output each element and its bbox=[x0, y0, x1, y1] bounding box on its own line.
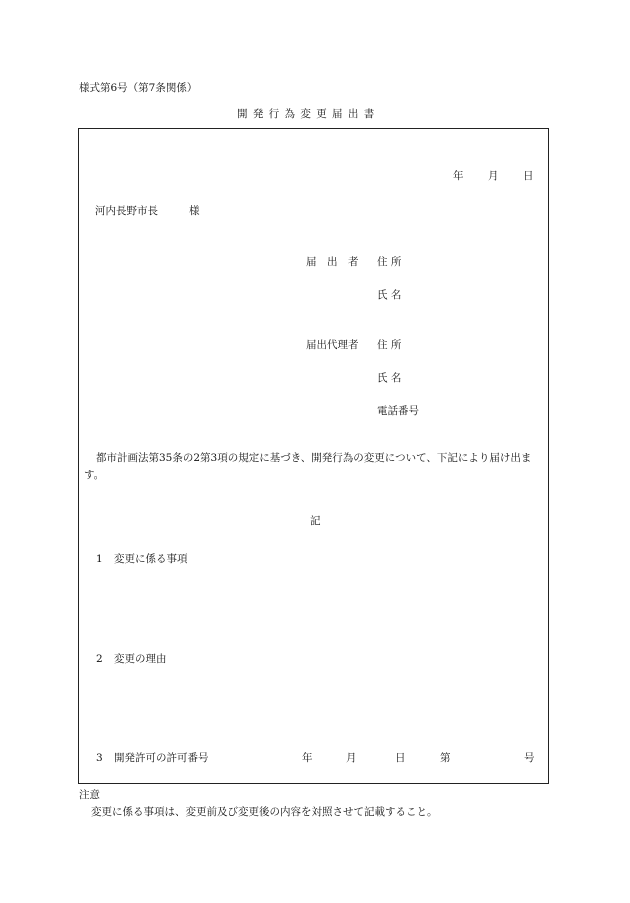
notes-heading: 注意 bbox=[79, 789, 100, 801]
permit-month-label: 月 bbox=[346, 752, 357, 764]
addressee-name: 河内長野市長 bbox=[95, 205, 158, 217]
item-1-label: 変更に係る事項 bbox=[114, 553, 188, 565]
ki-heading: 記 bbox=[310, 515, 321, 527]
permit-dai-label: 第 bbox=[440, 752, 451, 764]
permit-year-label: 年 bbox=[302, 752, 313, 764]
date-month-label: 月 bbox=[488, 170, 499, 182]
agent-name-label: 氏 名 bbox=[377, 372, 402, 384]
item-3-number: 3 bbox=[96, 752, 103, 764]
item-2-number: 2 bbox=[96, 653, 103, 665]
agent-address-label: 住 所 bbox=[377, 339, 402, 351]
agent-phone-label: 電話番号 bbox=[377, 405, 419, 417]
addressee-honorific: 様 bbox=[189, 205, 200, 217]
permit-day-label: 日 bbox=[395, 752, 406, 764]
item-1-number: 1 bbox=[96, 553, 103, 565]
notes-text: 変更に係る事項は、変更前及び変更後の内容を対照させて記載すること。 bbox=[91, 806, 438, 818]
date-year-label: 年 bbox=[453, 170, 464, 182]
applicant-label: 届 出 者 bbox=[306, 256, 359, 268]
date-day-label: 日 bbox=[523, 170, 534, 182]
applicant-name-label: 氏 名 bbox=[377, 289, 402, 301]
form-label: 様式第6号（第7条関係） bbox=[79, 82, 198, 94]
agent-label: 届出代理者 bbox=[306, 339, 359, 351]
body-paragraph: 都市計画法第35条の2第3項の規定に基づき、開発行為の変更について、下記により届け出ます。 bbox=[84, 452, 532, 481]
item-3-label: 開発許可の許可番号 bbox=[114, 752, 209, 764]
item-2-label: 変更の理由 bbox=[114, 653, 167, 665]
document-title: 開 発 行 為 変 更 届 出 書 bbox=[237, 108, 376, 120]
permit-go-label: 号 bbox=[524, 752, 535, 764]
applicant-address-label: 住 所 bbox=[377, 256, 402, 268]
